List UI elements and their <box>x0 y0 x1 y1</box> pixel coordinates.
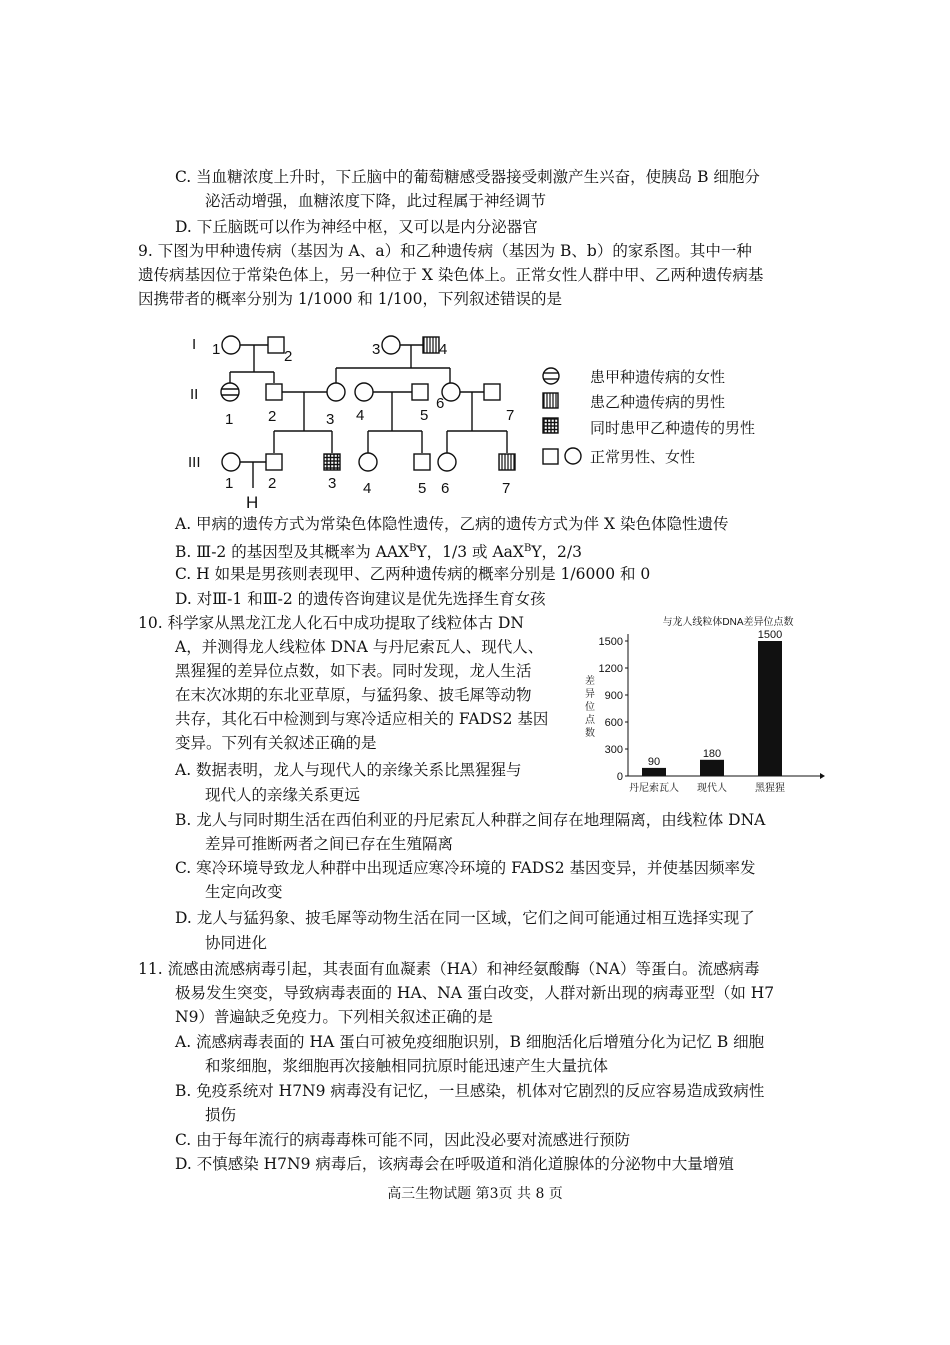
III-3-number: 3 <box>328 475 337 492</box>
legend-label-4: 正常男性、女性 <box>590 449 696 466</box>
II-3-number: 3 <box>326 411 335 428</box>
III-5-male <box>414 454 430 470</box>
III-1-number: 1 <box>225 475 234 492</box>
q9-option-a: A. 甲病的遗传方式为常染色体隐性遗传，乙病的遗传方式为伴 X 染色体隐性遗传 <box>175 515 729 533</box>
gen-label-III: III <box>188 454 201 471</box>
II-1-number: 1 <box>225 411 234 428</box>
data-label-0: 90 <box>647 755 661 768</box>
x-axis-arrow <box>820 773 825 779</box>
II-4-number: 4 <box>356 407 365 424</box>
ylabel-char: 异 <box>585 689 595 700</box>
II-5-male <box>412 384 428 400</box>
I-3-number: 3 <box>372 341 381 358</box>
II-3-female <box>327 383 345 401</box>
chart-title: 与龙人线粒体DNA差异位点数 <box>662 617 794 628</box>
q10-option-a-line2: 现代人的亲缘关系更远 <box>205 786 361 804</box>
q9-stem-line2: 遗传病基因位于常染色体上，另一种位于 X 染色体上。正常女性人群中甲、乙两种遗传病基 <box>138 266 764 284</box>
q8-option-c-line2: 泌活动增强，血糖浓度下降，此过程属于神经调节 <box>205 192 547 210</box>
H-label: H <box>246 493 259 510</box>
q8-option-c-line1: C. 当血糖浓度上升时，下丘脑中的葡萄糖感受器接受刺激产生兴奋，使胰岛 B 细胞分 <box>175 168 760 186</box>
category-label-2: 黑猩猩 <box>755 783 785 794</box>
II-6-female <box>442 383 460 401</box>
III-3-affected-male-ab <box>324 454 340 470</box>
q10-stem-line5: 共存，其化石中检测到与寒冷适应相关的 FADS2 基因 <box>175 710 549 728</box>
q11-option-c: C. 由于每年流行的病毒毒株可能不同，因此没必要对流感进行预防 <box>175 1131 631 1149</box>
q9-option-d: D. 对Ⅲ-1 和Ⅲ-2 的遗传咨询建议是优先选择生育女孩 <box>175 590 546 608</box>
bar-2 <box>758 641 782 776</box>
legend-label-2: 患乙种遗传病的男性 <box>590 394 726 411</box>
q11-stem-line2: 极易发生突变，导致病毒表面的 HA、NA 蛋白改变，人群对新出现的病毒亚型（如 H7 <box>175 984 775 1002</box>
II-5-number: 5 <box>420 407 429 424</box>
ylabel-char: 位 <box>585 702 595 713</box>
q10-option-d-line1: D. 龙人与猛犸象、披毛犀等动物生活在同一区域，它们之间可能通过相互选择实现了 <box>175 909 755 927</box>
II-2-number: 2 <box>268 408 277 425</box>
III-6-female <box>438 453 456 471</box>
y-tick-label: 300 <box>604 744 623 756</box>
I-2-number: 2 <box>284 348 293 365</box>
gen-label-I: I <box>192 336 197 353</box>
II-2-male <box>266 384 282 400</box>
II-6-number: 6 <box>436 395 445 412</box>
q10-option-d-line2: 协同进化 <box>205 934 268 952</box>
q10-stem-line6: 变异。下列有关叙述正确的是 <box>175 734 377 752</box>
III-7-number: 7 <box>502 480 511 497</box>
q9-stem-line1: 9. 下图为甲种遗传病（基因为 A、a）和乙种遗传病（基因为 B、b）的家系图。其中一种 <box>138 242 752 260</box>
ylabel-char: 数 <box>585 728 595 739</box>
III-2-number: 2 <box>268 475 277 492</box>
I-4-affected-male-b <box>423 337 439 353</box>
q10-option-b-line2: 差异可推断两者之间已存在生殖隔离 <box>205 835 454 853</box>
II-7-number: 7 <box>506 407 515 424</box>
q11-stem-line3: N9）普遍缺乏免疫力。下列相关叙述正确的是 <box>175 1008 493 1026</box>
q10-option-c-line2: 生定向改变 <box>205 883 283 901</box>
I-1-female <box>222 336 240 354</box>
III-7-affected-male-b <box>499 454 515 470</box>
III-6-number: 6 <box>441 480 450 497</box>
q10-stem-line4: 在末次冰期的东北亚草原，与猛犸象、披毛犀等动物 <box>175 686 532 704</box>
y-tick-label: 600 <box>604 717 623 729</box>
q10-stem-line3: 黑猩猩的差异位点数，如下表。同时发现，龙人生活 <box>175 662 532 680</box>
q8-option-d: D. 下丘脑既可以作为神经中枢，又可以是内分泌器官 <box>175 218 538 236</box>
I-1-number: 1 <box>212 341 221 358</box>
q11-option-b-line1: B. 免疫系统对 H7N9 病毒没有记忆，一旦感染，机体对它剧烈的反应容易造成致病性 <box>175 1082 765 1100</box>
category-label-1: 现代人 <box>697 783 727 794</box>
data-label-2: 1500 <box>757 629 783 641</box>
q10-option-a-line1: A. 数据表明，龙人与现代人的亲缘关系比黑猩猩与 <box>175 761 522 779</box>
II-7-male <box>484 384 500 400</box>
legend-affected-male-b-icon <box>543 393 558 408</box>
III-2-male <box>266 454 282 470</box>
legend-normal-male-icon <box>543 449 558 464</box>
legend-affected-male-ab-icon <box>543 418 558 433</box>
I-3-female <box>382 336 400 354</box>
q11-option-b-line2: 损伤 <box>205 1106 237 1124</box>
y-tick-label: 1500 <box>598 636 623 648</box>
q9-option-c: C. H 如果是男孩则表现甲、乙两种遗传病的概率分别是 1/6000 和 0 <box>175 565 651 583</box>
q10-stem-line2: A，并测得龙人线粒体 DNA 与丹尼索瓦人、现代人、 <box>175 638 544 656</box>
q11-option-a-line1: A. 流感病毒表面的 HA 蛋白可被免疫细胞识别，B 细胞活化后增殖分化为记忆 B 细胞 <box>175 1033 765 1051</box>
III-4-number: 4 <box>363 480 372 497</box>
category-label-0: 丹尼索瓦人 <box>629 783 679 794</box>
ylabel-char: 点 <box>585 715 595 726</box>
legend-normal-female-icon <box>565 448 581 464</box>
q11-option-d: D. 不慎感染 H7N9 病毒后，该病毒会在呼吸道和消化道腺体的分泌物中大量增殖 <box>175 1155 734 1173</box>
III-4-female <box>359 453 377 471</box>
pedigree-diagram <box>180 328 780 510</box>
data-label-1: 180 <box>702 747 722 760</box>
gen-label-II: II <box>190 386 199 403</box>
I-4-number: 4 <box>439 341 448 358</box>
chart-ylabel <box>585 674 596 739</box>
ylabel-char: 差 <box>585 676 595 687</box>
q10-option-b-line1: B. 龙人与同时期生活在西伯利亚的丹尼索瓦人种群之间存在地理隔离，由线粒体 DNA <box>175 811 766 829</box>
legend-label-1: 患甲种遗传病的女性 <box>590 369 726 386</box>
legend-label-3: 同时患甲乙种遗传的男性 <box>590 420 756 437</box>
q10-option-c-line1: C. 寒冷环境导致龙人种群中出现适应寒冷环境的 FADS2 基因变异，并使基因频率发 <box>175 859 756 877</box>
legend-affected-female-a-icon <box>543 368 559 384</box>
q11-option-a-line2: 和浆细胞，浆细胞再次接触相同抗原时能迅速产生大量抗体 <box>205 1057 609 1075</box>
y-tick-label: 900 <box>604 690 623 702</box>
page-footer: 高三生物试题 第3页 共 8 页 <box>387 1186 563 1202</box>
q10-stem-line1: 10. 科学家从黑龙江龙人化石中成功提取了线粒体古 DN <box>138 614 524 632</box>
q9-stem-line3: 因携带者的概率分别为 1/1000 和 1/100，下列叙述错误的是 <box>138 290 562 308</box>
bar-1 <box>700 760 724 776</box>
y-tick-label: 0 <box>616 771 623 783</box>
II-4-female <box>355 383 373 401</box>
y-tick-label: 1200 <box>598 663 623 675</box>
bar-0 <box>642 768 666 776</box>
III-5-number: 5 <box>418 480 427 497</box>
difference-bar-chart <box>580 612 825 797</box>
I-2-male <box>268 337 284 353</box>
q11-stem-line1: 11. 流感由流感病毒引起，其表面有血凝素（HA）和神经氨酸酶（NA）等蛋白。流感病毒 <box>138 960 760 978</box>
III-1-female <box>222 453 240 471</box>
q9-option-b: B. Ⅲ-2 的基因型及其概率为 $AAX^BY$，1/3 或 AaX$^B$Y，2/3 <box>175 543 582 562</box>
II-1-affected-female-a <box>221 383 239 401</box>
